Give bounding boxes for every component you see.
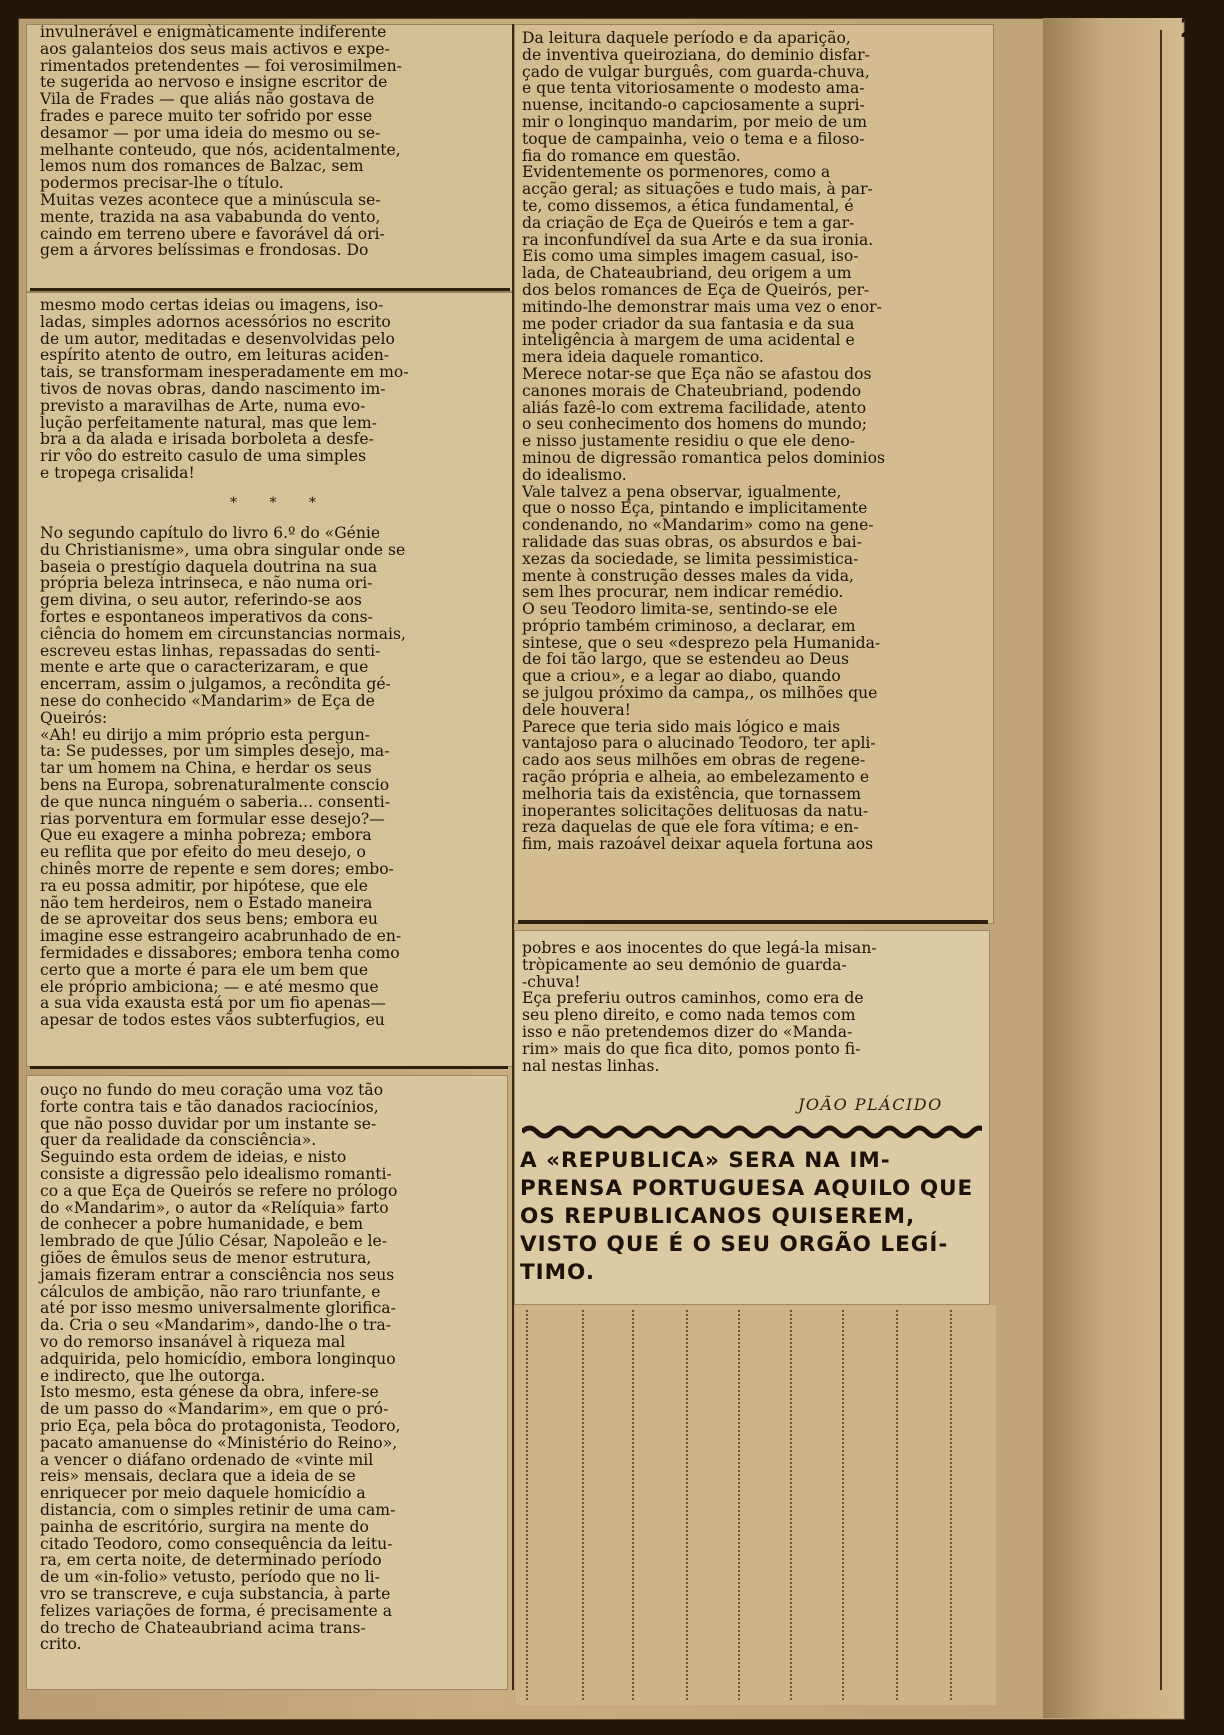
article-text-col1-part4: ouço no fundo do meu coração uma voz tão forte contra tais e tão danados raciocínios, que não posso duvidar por um instante se- quer da realidade da consciência». Seguindo esta ordem de ideias, e nisto consiste a digressão pelo idealismo romanti- co a que Eça de Queirós se refere no prólogo do «Mandarim», o autor da «Relíquia» farto de conhecer a pobre humanidade, e bem lembrado de que Júlio César, Napoleão e le- giões de êmulos seus de menor estrutura, jamais fizeram entrar a consciência nos seus cálculos de ambição, não raro triunfante, e até por isso mesmo universalmente glorifica- da. Cria o seu «Mandarim», dando-lhe o tra- vo do remorso insanável à riqueza mal adquirida, pelo homicídio, embora longinquo e indirecto, que lhe outorga. Isto mesmo, esta génese da obra, infere-se de um passo do «Mandarim», em que o pró- prio Eça, pela bôca do protagonista, Teodoro, pacato amanuense do «Ministério do Reino», a vencer o diáfano ordenado de «vinte mil reis» mensais, declara que a ideia de se enriquecer por meio daquele homicídio a distancia, com o simples retinir de uma cam- painha de escritório, surgira na mente do citado Teodoro, como consequência da leitu- ra, em certa noite, de determinado período de um «in-folio» vetusto, período que no li- vro se transcreve, e cuja substancia, à parte felizes variações de forma, é precisamente a do trecho de Chateaubriand acima trans- crito. (40, 1081, 401, 1654)
republica-notice: A «REPUBLICA» SERA NA IM- PRENSA PORTUGUESA AQUILO QUE OS REPUBLICANOS QUISEREM, VISTO QUE É O SEU ORGÃO LEGÍ- TIMO. (520, 1148, 974, 1285)
card-edge (1160, 30, 1162, 1690)
column-divider (512, 24, 514, 1690)
blank-ruled-area (516, 1305, 996, 1705)
dotted-rule (896, 1310, 898, 1700)
dotted-rule (842, 1310, 844, 1700)
article-text-col1-part3: No segundo capítulo do livro 6.º do «Génie du Christianisme», uma obra singular onde se baseia o prestígio daquela doutrina na sua própria beleza intrinseca, e não numa ori- gem divina, o seu autor, referindo-se aos fortes e espontaneos imperativos da cons- ciência do homem em circunstancias normais, escreveu estas linhas, repassadas do senti- mente e arte que o caracterizaram, e que encerram, assim o julgamos, a recôndita gé- nese do conhecido «Mandarim» de Eça de Queirós: «Ah! eu dirijo a mim próprio esta pergun- ta: Se pudesses, por um simples desejo, ma- tar um homem na China, e herdar os seus bens na Europa, sobrenaturalmente conscio de que nunca ninguém o saberia... consenti- rias porventura em formular esse desejo?— Que eu exagere a minha pobreza; embora eu reflita que por efeito do meu desejo, o chinês morre de repente e sem dores; embo- ra eu possa admitir, por hipótese, que ele não tem herdeiros, nem o Estado maneira de se aproveitar dos seus bens; embora eu imagine esse estrangeiro acabrunhado de en- fermidades e dissabores; embora tenha como certo que a morte é para ele um bem que ele próprio ambiciona; — e até mesmo que a sua vida exausta está por um fio apenas— apesar de todos estes vãos subterfugios, eu (40, 524, 406, 1030)
column-rule (518, 920, 988, 924)
dotted-rule (632, 1310, 634, 1700)
dotted-rule (686, 1310, 688, 1700)
dotted-rule (526, 1310, 528, 1700)
column-rule (30, 1066, 508, 1069)
dotted-rule (738, 1310, 740, 1700)
dotted-rule (950, 1310, 952, 1700)
author-signature: JOÃO PLÁCIDO (798, 1095, 943, 1114)
ornamental-rule (522, 1124, 982, 1140)
article-text-col1-part1: invulnerável e enigmàticamente indiferente aos galanteios dos seus mais activos e expe- rimentados pretendentes — foi verosimilmen- te sugerida ao nervoso e insigne escritor de Vila de Frades — que aliás não gostava de frades e parece muito ter sofrido por esse desamor — por uma ideia do mesmo ou se- melhante conteudo, que nós, acidentalmente, lemos num dos romances de Balzac, sem podermos precisar-lhe o título. Muitas vezes acontece que a minúscula se- mente, trazida na asa vababunda do vento, caindo em terreno ubere e favorável dá ori- gem a árvores belíssimas e frondosas. Do (40, 23, 402, 260)
article-text-col2-part2: pobres e aos inocentes do que legá-la misan- tròpicamente ao seu demónio de guarda- -chuva! Eça preferiu outros caminhos, como era de seu pleno direito, e como nada temos com isso e não pretendemos dizer do «Manda- rim» mais do que fica dito, pomos ponto fi- nal nestas linhas. (522, 939, 877, 1075)
card-margin (1043, 18, 1183, 1718)
article-text-col1-part2: mesmo modo certas ideias ou imagens, iso- ladas, simples adornos acessórios no escrito de um autor, meditadas e desenvolvidas pelo espírito atento de outro, em leituras aciden- tais, se transformam inesperadamente em mo- tivos de novas obras, dando nascimento im- previsto a maravilhas de Arte, numa evo- lução perfeitamente natural, mas que lem- bra a da alada e irisada borboleta a desfe- rir vôo do estreito casulo de uma simples e tropega crisalida! (40, 296, 409, 482)
dotted-rule (582, 1310, 584, 1700)
column-rule (30, 288, 510, 291)
article-text-col2-part1: Da leitura daquele período e da aparição, de inventiva queiroziana, do deminio disfar- çado de vulgar burguês, com guarda-chuva, e que tenta vitoriosamente o modesto ama- nuense, incitando-o capciosamente a supri- mir o longinquo mandarim, por meio de um toque de campainha, veio o tema e a filoso- fia do romance em questão. Evidentemente os pormenores, como a acção geral; as situações e tudo mais, à par- te, como dissemos, a ética fundamental, é da criação de Eça de Queirós e tem a gar- ra inconfundível da sua Arte e da sua ironia. Eis como uma simples imagem casual, iso- lada, de Chateaubriand, deu origem a um dos belos romances de Eça de Queirós, per- mitindo-lhe demonstrar mais uma vez o enor- me poder criador da sua fantasia e da sua inteligência à margem de uma acidental e mera ideia daquele romantico. Merece notar-se que Eça não se afastou dos canones morais de Chateubriand, podendo aliás fazê-lo com extrema facilidade, atento o seu conhecimento dos homens do mundo; e nisso justamente residiu o que ele deno- minou de digressão romantica pelos dominios do idealismo. Vale talvez a pena observar, igualmente, que o nosso Eça, pintando e implicitamente condenando, no «Mandarim» como na gene- ralidade das suas obras, os absurdos e bai- xezas da sociedade, se limita pessimistica- mente à construção desses males da vida, sem lhes procurar, nem indicar remédio. O seu Teodoro limita-se, sentindo-se ele próprio também criminoso, a declarar, em sintese, que o seu «desprezo pela Humanida- de foi tão largo, que se estendeu ao Deus que a criou», e a legar ao diabo, quando se julgou próximo da campa,, os milhões que dele houvera! Parece que teria sido mais lógico e mais vantajoso para o alucinado Teodoro, ter apli- cado aos seus milhões em obras de regene- ração própria e alheia, ao embelezamento e melhoria tais da existência, que tornassem inoperantes solicitações delituosas da natu- reza daquelas de que ele fora vítima; e en- fim, mais razoável deixar aquela fortuna aos (522, 29, 885, 854)
page-number: 2 (1180, 14, 1199, 44)
section-separator: * * * (230, 495, 330, 511)
dotted-rule (790, 1310, 792, 1700)
